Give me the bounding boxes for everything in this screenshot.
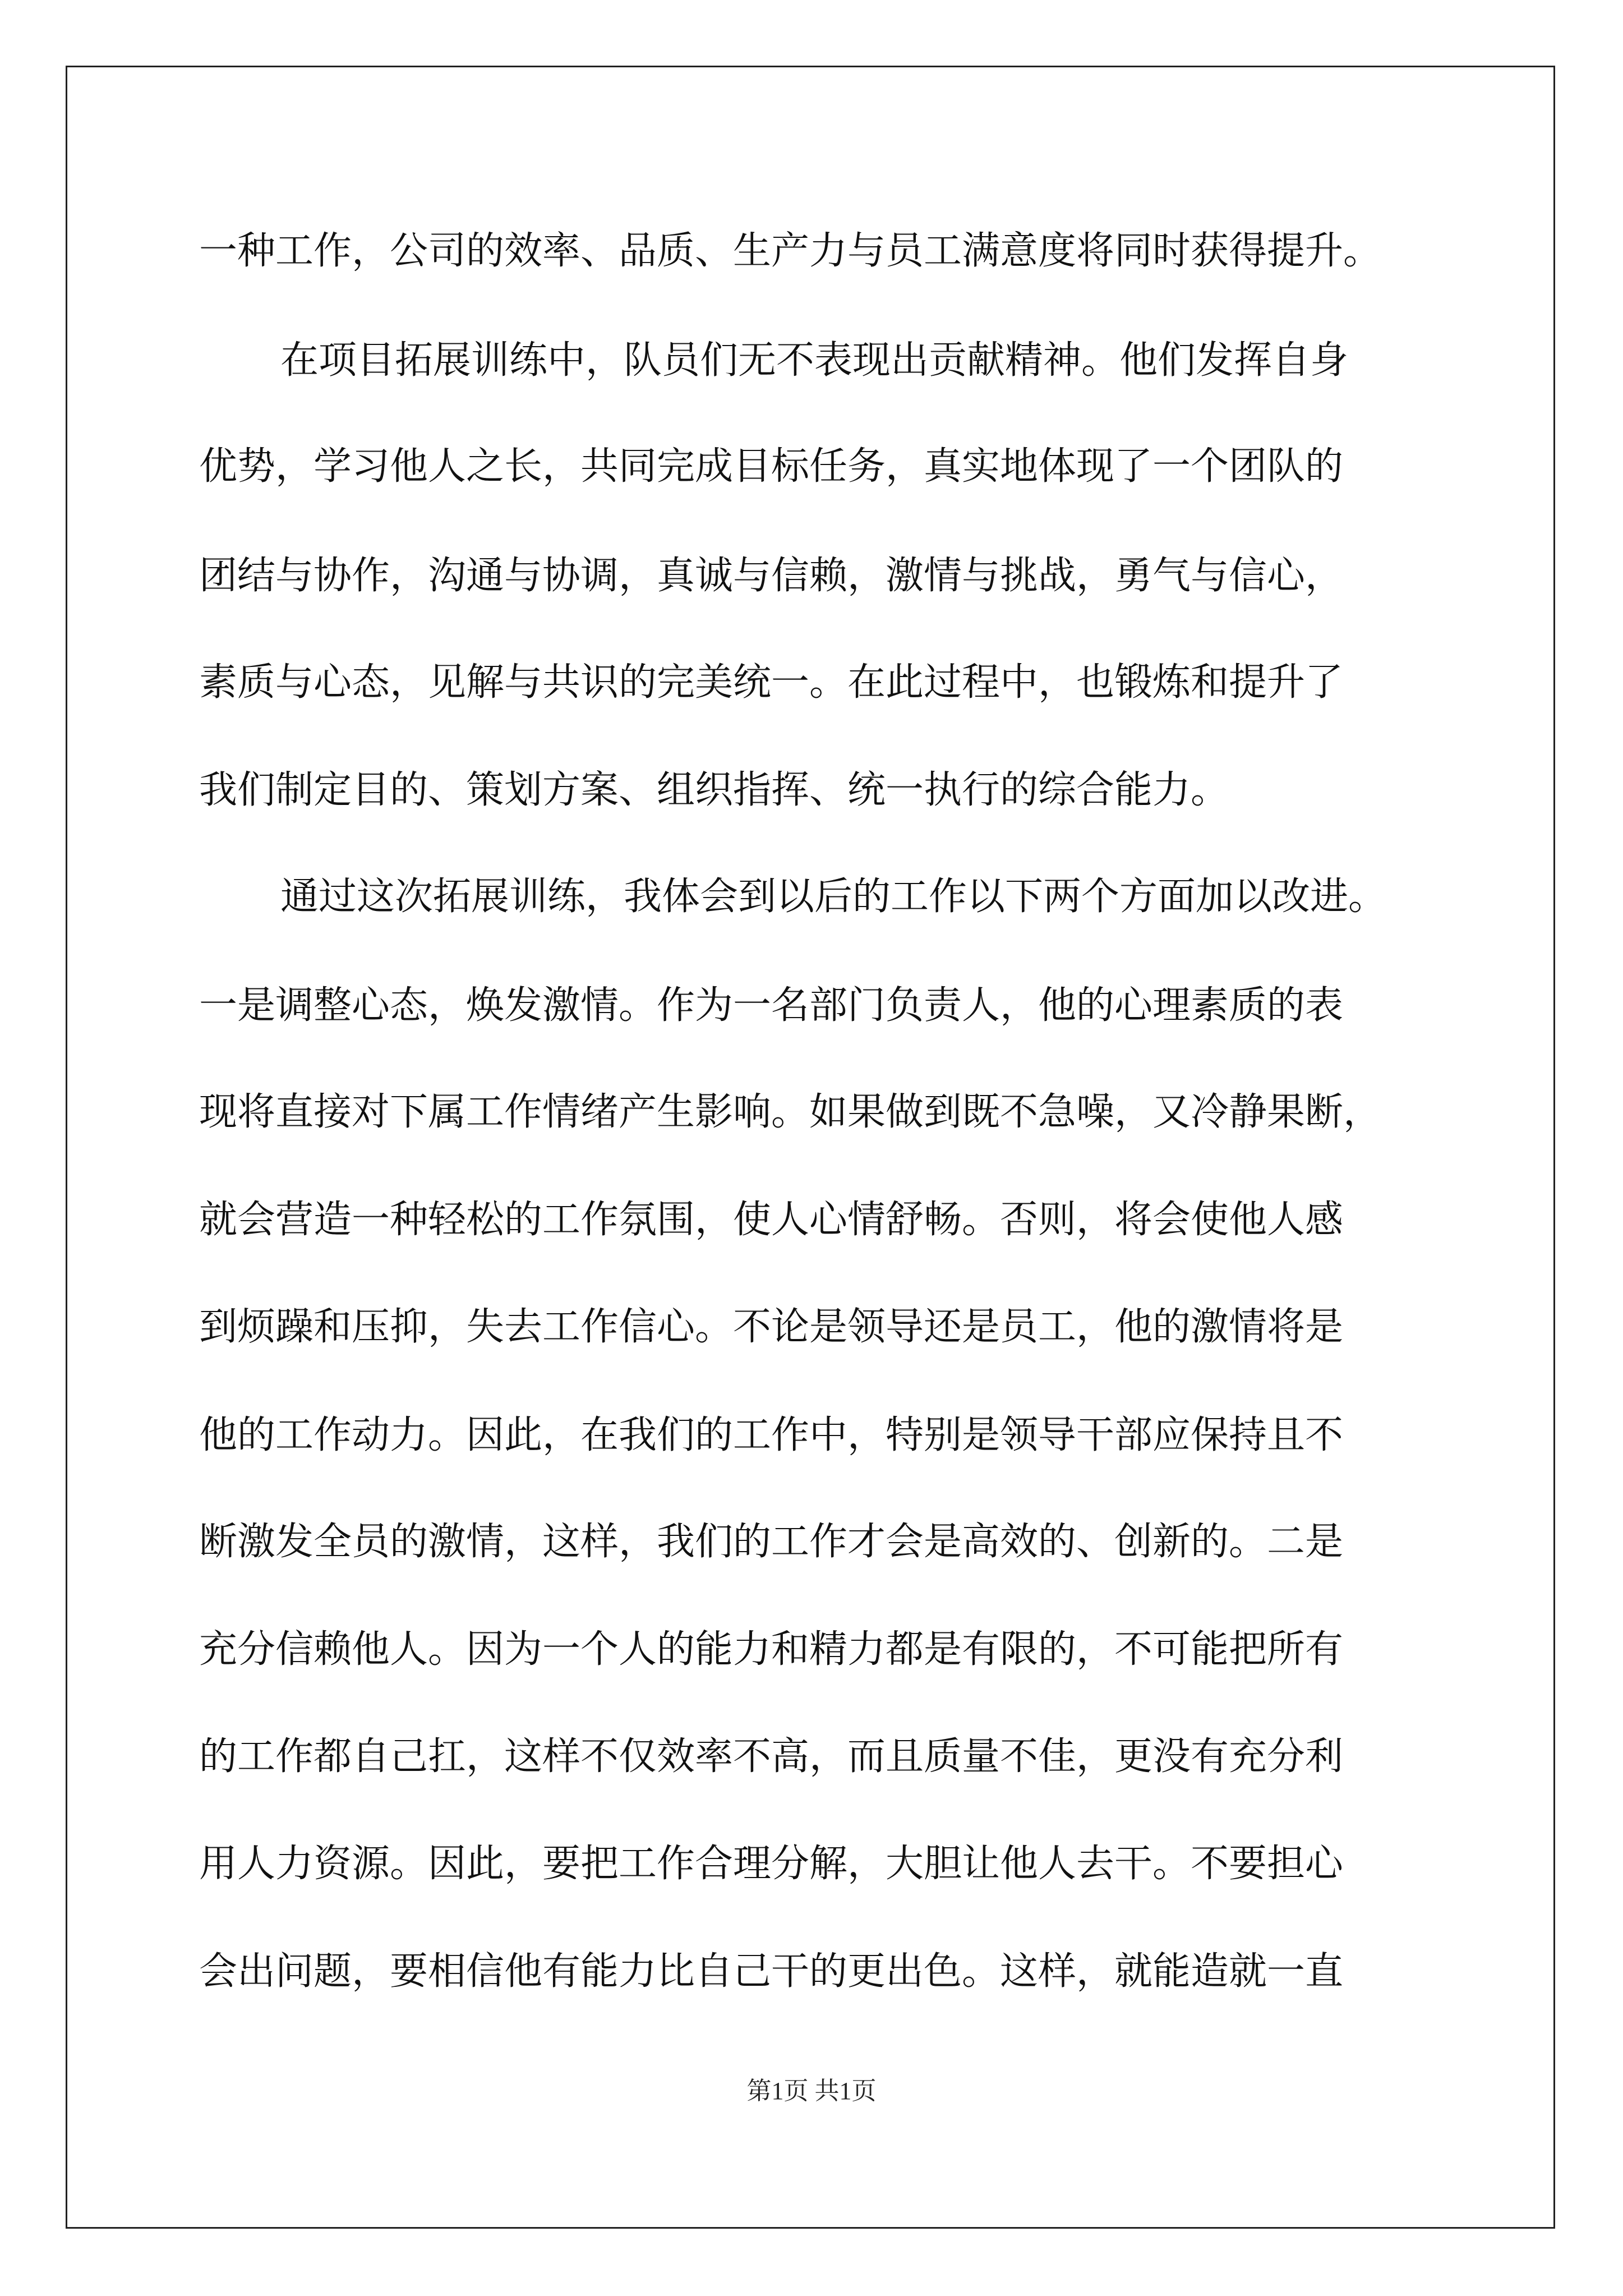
text-line: 用人力资源。因此，要把工作合理分解，大胆让他人去干。不要担心 (199, 1842, 1344, 1886)
text-line: 一是调整心态，焕发激情。作为一名部门负责人，他的心理素质的表 (199, 983, 1344, 1028)
text-line: 就会营造一种轻松的工作氛围，使人心情舒畅。否则，将会使他人感 (199, 1198, 1344, 1242)
text-line: 一种工作，公司的效率、品质、生产力与员工满意度将同时获得提升。 (199, 229, 1382, 273)
text-line: 断激发全员的激情，这样，我们的工作才会是高效的、创新的。二是 (199, 1520, 1344, 1564)
text-line: 素质与心态，见解与共识的完美统一。在此过程中，也锻炼和提升了 (199, 660, 1344, 705)
text-line: 团结与协作，沟通与协调，真诚与信赖，激情与挑战，勇气与信心， (199, 554, 1344, 598)
text-line: 通过这次拓展训练，我体会到以后的工作以下两个方面加以改进。 (280, 875, 1387, 919)
text-line: 到烦躁和压抑，失去工作信心。不论是领导还是员工，他的激情将是 (199, 1305, 1344, 1349)
text-line: 充分信赖他人。因为一个人的能力和精力都是有限的，不可能把所有 (199, 1627, 1344, 1672)
text-line: 他的工作动力。因此，在我们的工作中，特别是领导干部应保持且不 (199, 1413, 1344, 1457)
text-line: 的工作都自己扛，这样不仅效率不高，而且质量不佳，更没有充分利 (199, 1734, 1344, 1779)
text-line: 会出问题，要相信他有能力比自己干的更出色。这样，就能造就一直 (199, 1949, 1344, 1994)
text-line: 我们制定目的、策划方案、组织指挥、统一执行的综合能力。 (199, 768, 1229, 812)
text-line: 现将直接对下属工作情绪产生影响。如果做到既不急噪，又冷静果断， (199, 1090, 1382, 1134)
text-line: 优势，学习他人之长，共同完成目标任务，真实地体现了一个团队的 (199, 444, 1344, 489)
page-number-footer: 第1页 共1页 (746, 2077, 877, 2105)
text-line: 在项目拓展训练中，队员们无不表现出贡献精神。他们发挥自身 (280, 338, 1349, 383)
